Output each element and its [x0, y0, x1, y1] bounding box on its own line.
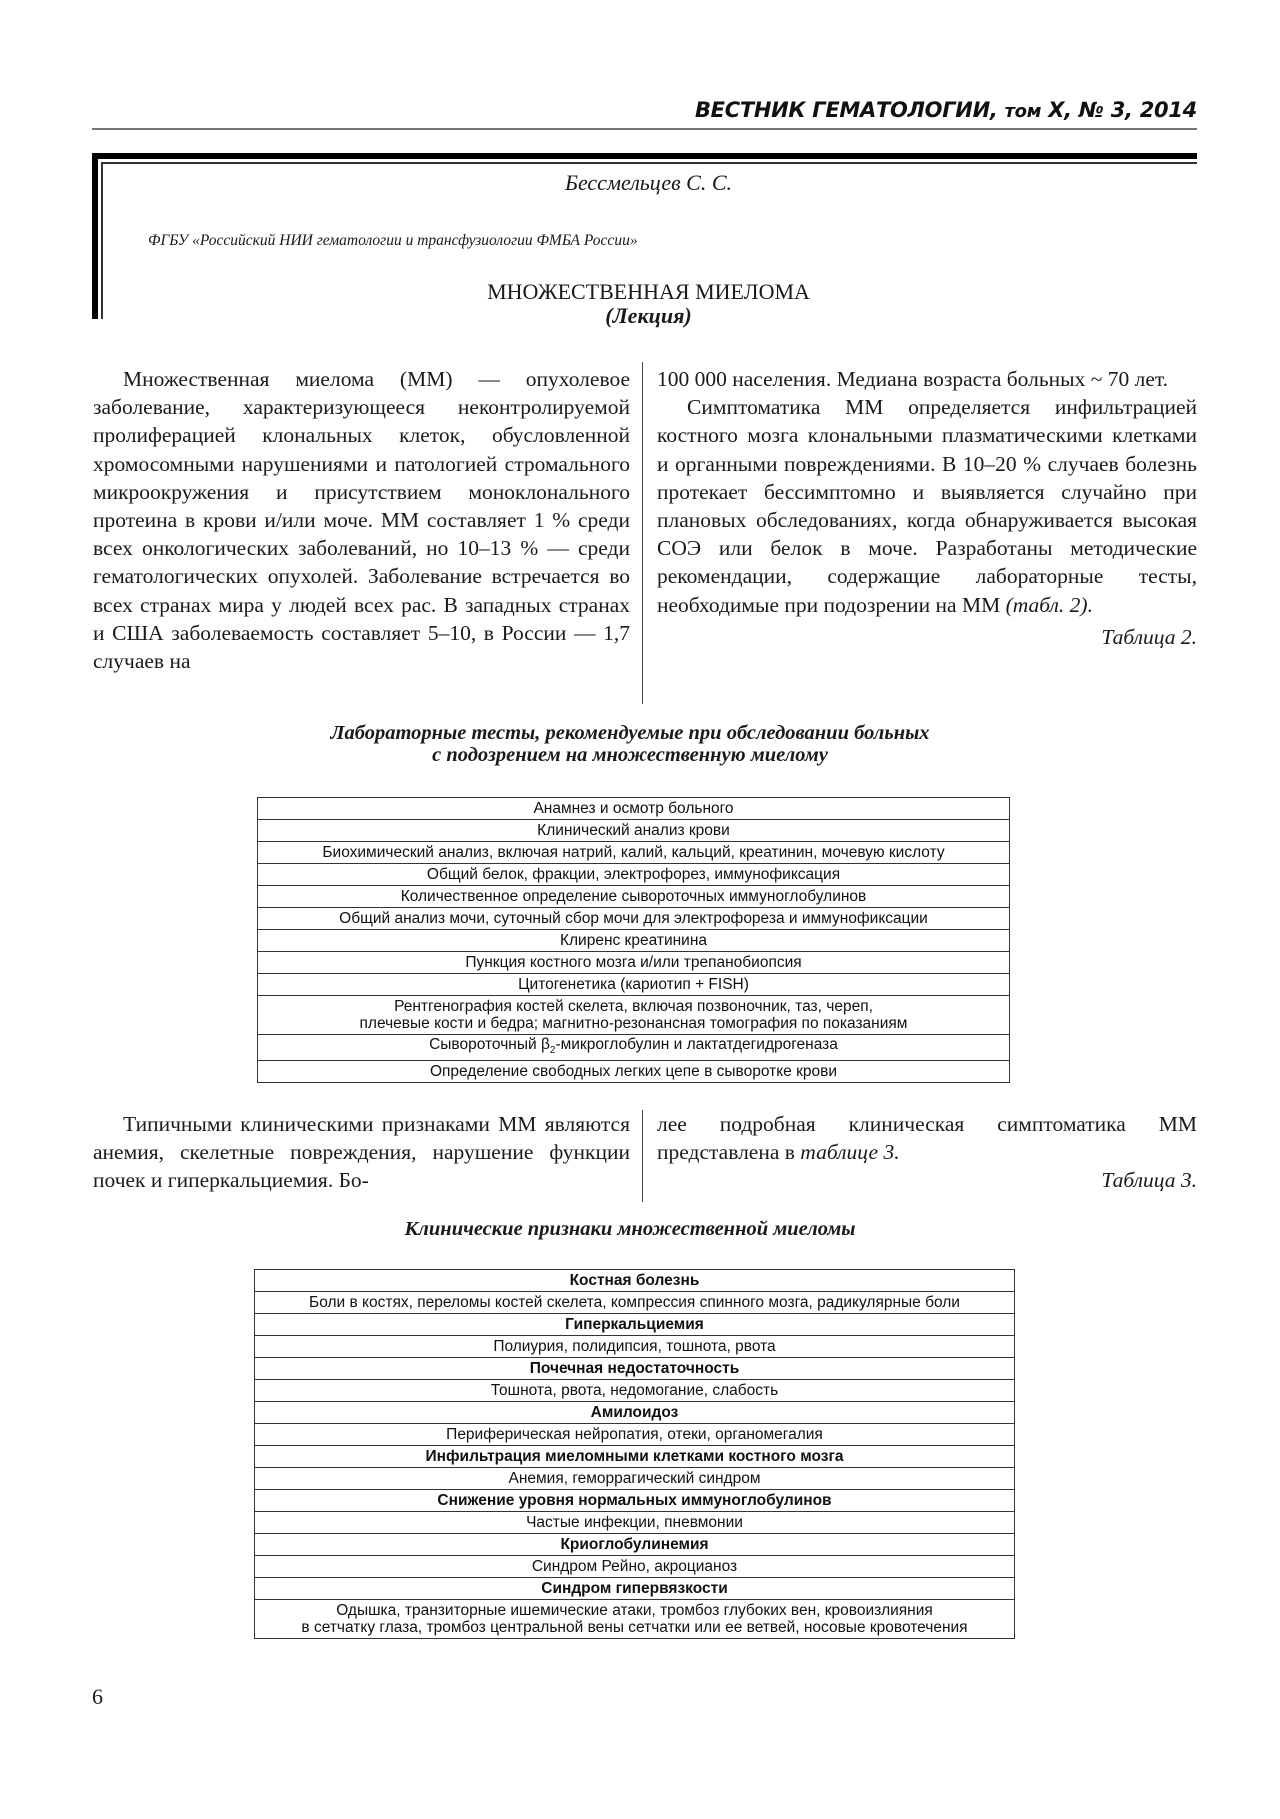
table-row	[255, 1424, 1015, 1446]
table-cell-line: Рентгенография костей скелета, включая позвоночник, таз, череп,	[394, 998, 873, 1015]
table-row	[255, 1556, 1015, 1578]
table-row	[255, 1270, 1015, 1292]
table-cell: Цитогенетика (кариотип + FISH)	[258, 974, 1010, 996]
volume-label: том	[1004, 101, 1042, 122]
paragraph-intro: Множественная миелома (ММ) — опухолевое заболевание, характеризующееся неконтролируемой пролиферацией клональных клеток, обусловленной хромосомными нарушениями и патологией стромального микроокружения и присутствием моноклонального протеина в крови и/или моче. ММ составляет 1 % среди всех онкологических заболеваний, но 10–13 % — среди гематологических опухолей. Заболевание встречается во всех странах мира у людей всех рас. В западных странах и США заболеваемость составляет 5–10, в России — 1,7 случаев на	[93, 367, 630, 674]
table-row	[255, 1380, 1015, 1402]
table-cell-line: плечевые кости и бедра; магнитно-резонансная томография по показаниям	[359, 1015, 908, 1032]
table-cell: Синдром Рейно, акроцианоз	[255, 1556, 1015, 1578]
page-number: 6	[92, 1684, 103, 1709]
table-cell: Биохимический анализ, включая натрий, калий, кальций, креатинин, мочевую кислоту	[258, 842, 1010, 864]
table-cell: Анамнез и осмотр больного	[258, 798, 1010, 820]
table-cell-heading: Костная болезнь	[255, 1270, 1015, 1292]
table-row	[255, 1578, 1015, 1600]
table-cell: Общий белок, фракции, электрофорез, иммунофиксация	[258, 864, 1010, 886]
table-row	[255, 1292, 1015, 1314]
table-row	[255, 1600, 1015, 1639]
title-frame-top-inner	[101, 162, 1197, 164]
body-column-right-2	[657, 1110, 1197, 1195]
table-row	[258, 952, 1010, 974]
table-cell-text: Сывороточный β	[429, 1036, 550, 1053]
table-cell: Пункция костного мозга и/или трепанобиопсия	[258, 952, 1010, 974]
column-divider	[642, 362, 643, 704]
table-2-label: Таблица 2.	[1101, 624, 1197, 649]
journal-name: ВЕСТНИК ГЕМАТОЛОГИИ,	[694, 98, 998, 122]
article-affiliation: ФГБУ «Российский НИИ гематологии и трансфузиологии ФМБА России»	[148, 232, 638, 249]
paragraph-incidence: 100 000 населения. Медиана возраста больных ~ 70 лет.	[657, 367, 1169, 391]
table-cell: Тошнота, рвота, недомогание, слабость	[255, 1380, 1015, 1402]
body-column-left-2	[93, 1110, 630, 1195]
table-row	[258, 996, 1010, 1035]
table-2-lab-tests	[257, 797, 1010, 1083]
table-2-title-line-1: Лабораторные тесты, рекомендуемые при обследовании больных	[330, 722, 930, 744]
table-3-reference: таблице 3.	[800, 1140, 900, 1165]
table-cell: Количественное определение сывороточных иммуноглобулинов	[258, 886, 1010, 908]
table-cell: Определение свободных легких цепе в сыворотке крови	[258, 1061, 1010, 1083]
table-row	[255, 1534, 1015, 1556]
table-cell-line: в сетчатку глаза, тромбоз центральной вены сетчатки или ее ветвей, носовые кровотечения	[301, 1619, 968, 1636]
paragraph-clinical-continued	[657, 1110, 1197, 1166]
table-cell: Полиурия, полидипсия, тошнота, рвота	[255, 1336, 1015, 1358]
table-row	[258, 930, 1010, 952]
header-rule	[92, 128, 1197, 130]
table-cell: Общий анализ мочи, суточный сбор мочи для электрофореза и иммунофиксации	[258, 908, 1010, 930]
table-row	[255, 1512, 1015, 1534]
paragraph-symptoms	[657, 393, 1197, 619]
table-row	[255, 1446, 1015, 1468]
table-cell: Периферическая нейропатия, отеки, органомегалия	[255, 1424, 1015, 1446]
table-cell-heading: Инфильтрация миеломными клетками костного мозга	[255, 1446, 1015, 1468]
table-row	[255, 1336, 1015, 1358]
table-row	[255, 1314, 1015, 1336]
table-row	[258, 1061, 1010, 1083]
table-2-reference: (табл. 2).	[1005, 592, 1093, 617]
paragraph-text: лее подробная клиническая симптоматика ММ представлена в	[657, 1112, 1197, 1165]
body-column-right-1	[657, 365, 1197, 651]
article-author: Бессмельцев С. С.	[564, 170, 733, 195]
article-title: МНОЖЕСТВЕННАЯ МИЕЛОМА	[487, 279, 810, 304]
table-row	[255, 1358, 1015, 1380]
table-cell: Клинический анализ крови	[258, 820, 1010, 842]
article-subtitle: (Лекция)	[605, 303, 692, 328]
table-3-label: Таблица 3.	[1101, 1168, 1197, 1193]
table-cell-heading: Амилоидоз	[255, 1402, 1015, 1424]
table-row	[258, 864, 1010, 886]
table-row	[258, 842, 1010, 864]
table-cell-line: Одышка, транзиторные ишемические атаки, тромбоз глубоких вен, кровоизлияния	[336, 1602, 933, 1619]
table-row	[258, 798, 1010, 820]
subscript: 2	[549, 1045, 556, 1057]
table-cell-heading: Гиперкальциемия	[255, 1314, 1015, 1336]
table-cell	[258, 1035, 1010, 1061]
table-cell	[258, 996, 1010, 1035]
title-frame-left	[92, 153, 98, 319]
article-title-block	[100, 280, 1197, 328]
title-frame-top	[92, 153, 1197, 159]
table-cell: Анемия, геморрагический синдром	[255, 1468, 1015, 1490]
table-cell: Частые инфекции, пневмонии	[255, 1512, 1015, 1534]
table-cell: Клиренс креатинина	[258, 930, 1010, 952]
table-3-title: Клинические признаки множественной миеломы	[404, 1218, 856, 1240]
table-cell-heading: Снижение уровня нормальных иммуноглобулинов	[255, 1490, 1015, 1512]
table-2-title-line-2: с подозрением на множественную миелому	[432, 744, 828, 766]
volume-issue-year: Х, № 3, 2014	[1048, 98, 1197, 122]
paragraph-symptoms-text: Симптоматика ММ определяется инфильтрацией костного мозга клональными плазматическими клетками и органными повреждениями. В 10–20 % случаев болезнь протекает бессимптомно и выявляется случайно при плановых обследованиях, когда обнаруживается высокая СОЭ или белок в моче. Разработаны методические рекомендации, содержащие лабораторные тесты, необходимые при подозрении на ММ	[657, 395, 1197, 617]
body-column-left-1	[93, 365, 630, 675]
table-cell: Боли в костях, переломы костей скелета, компрессия спинного мозга, радикулярные боли	[255, 1292, 1015, 1314]
paragraph-clinical-signs: Типичными клиническими признаками ММ являются анемия, скелетные повреждения, нарушение функции почек и гиперкальциемия. Бо-	[93, 1112, 630, 1193]
table-row	[255, 1402, 1015, 1424]
table-cell	[255, 1600, 1015, 1639]
table-row	[258, 908, 1010, 930]
table-cell-heading: Криоглобулинемия	[255, 1534, 1015, 1556]
table-row	[258, 820, 1010, 842]
column-divider	[642, 1110, 643, 1202]
table-cell-heading: Синдром гипервязкости	[255, 1578, 1015, 1600]
table-row	[255, 1490, 1015, 1512]
table-cell-heading: Почечная недостаточность	[255, 1358, 1015, 1380]
table-row	[258, 1035, 1010, 1061]
table-row	[258, 974, 1010, 996]
table-3-clinical-signs	[254, 1269, 1015, 1639]
table-cell-text: -микроглобулин и лактатдегидрогеназа	[555, 1036, 838, 1053]
journal-header	[600, 98, 1197, 122]
table-row	[258, 886, 1010, 908]
table-row	[255, 1468, 1015, 1490]
table-2-title	[200, 722, 1060, 766]
